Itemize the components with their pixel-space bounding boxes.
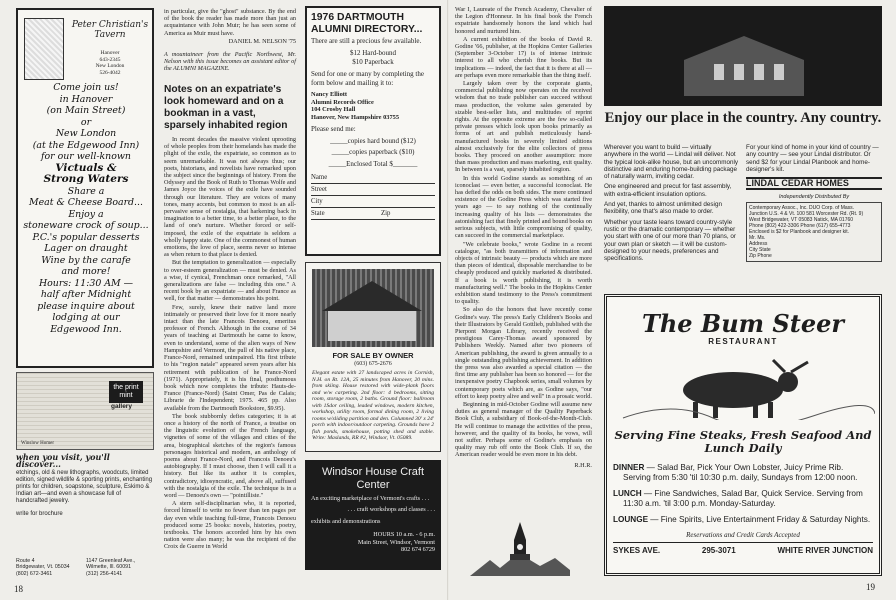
print-mint-gallery-label: gallery <box>111 403 132 410</box>
windsor-line-2: . . . craft workshops and classes . . . <box>347 506 435 514</box>
lindal-headline: Enjoy our place in the country. Any country. <box>604 110 882 126</box>
article-column-review-end: in particular, give the "ghost" substance. By the end of the book the reader has made more than just an acquaintance with John Muir; he has seen some of America as Muir must have. DANIEL M. NELSON '75 A mountaineer from the Pacific Northwest, Mr. Nelson with this issue becomes an assistant editor of the ALUMNI MAGAZINE. <box>164 8 296 73</box>
lounge-info: LOUNGE — Fine Spirits, Live Entertainment Friday & Saturday Nights. <box>613 515 871 524</box>
estate-photo <box>312 269 434 347</box>
street-field[interactable]: Street <box>311 186 435 196</box>
directory-title: 1976 DARTMOUTH ALUMNI DIRECTORY... <box>311 12 423 35</box>
lindal-order <box>746 144 882 262</box>
bum-steer-subtitle: RESTAURANT <box>708 337 778 346</box>
mailing-address: Nancy Elliott Alumni Records Office 104 Crosby Hall Hanover, New Hampshire 03755 <box>311 91 400 121</box>
page-number-right: 19 <box>866 582 875 592</box>
order-paperback-field[interactable]: _____copies paperback ($10) <box>331 148 415 157</box>
steeple-illustration <box>470 520 570 576</box>
lindal-logo: LINDAL CEDAR HOMES <box>746 177 882 190</box>
bum-steer-title: The Bum Steer <box>641 309 845 338</box>
order-hardbound-field[interactable]: _____copies hard bound ($12) <box>330 136 416 145</box>
for-sale-description: Elegant estate with 27 landscaped acres in Cornish, N.H. on Rt. 12A, 25 minutes from Hanover, 20 mins. from skiing. House restored with wide-plank floors and w/w carpeting. 2nd floor: 4 bedrooms, sitting room, storage room, 2 baths. Ground floor: ballroom with 1Sdor ceiling, leaded windows, modern kitchen, workshop, utility room, formal dining room, 2 living rooms w/sliding partition and den. Columned 30' x 24' porch with indoor/outdoor carpeting. Grounds have 2 fish ponds, smokehouse, potting shed and stable. Write: Maslands, RR #2, Windsor, Vt. 05089. <box>312 370 434 441</box>
price-hardbound: $12 Hard-bound <box>349 49 397 58</box>
name-field[interactable]: Name <box>311 174 435 184</box>
article-column-2: In recent decades the massive violent uprooting of whole peoples from their homelands has made the plight of the exile, the expatriate, so common as to seem unremarkable. It was not always thus; our poets, historians, and novelists have remarked upon the subject since the beginnings of history. From the Odyssey and the Book of Ruth to Thomas Wolfe and James Joyce the voices of the exile have sounded through our literature. They are voices of many tones, many accents, but common to most is an all-pervasive sense of nostalgia, that harkening back in imagination to a better time, to a better place, to the land of one's nurture. Whether forced or self-imposed, the exile of the expatriate is seldom a wholly happy state. One of the commonest of human emotions, the love of place, seems never so intense as when return to that place is denied. But the temptation to generalization — especially to over-esteem generalization — must be denied. As a wise, if cynical, Frenchman once remarked, "All generalizations are false — including this one." A recent book by an expatriate — and about France as well, for that matter — demonstrates his point. Few, surely, knew their native land more intimately or preserved their love for it more nearly intact than the late Francois Denoeu, emeritus professor of French. Although in the course of 34 years of teaching at Dartmouth he came to know, even to understand, some of the alien ways of New Hampshire and Vermont, the pull of his native place, France-Nord, remained unimpaired. His first tribute to his "region natale" appeared seven years after his retirement with publication of he France-Nord (1971). Appropriately, it is his final, posthumous book which now completes the tribute: Hauts-de-France (France-Nord) (Saint Omer, Pas de Calais; Librarie de l'Independent; 1975. 465 pp. Also available from the Dartmouth Bookstore, $9.95). The book stubbornly defies categories; it is at once a history of the north of France, a treatise on the linguistic evolution of the French language, vignettes of some of the villages and cities of the area, biographical sketches of the region's famous personages historical and modern, an anthology of poems about France-Nord, and Francois Denoeu's autobiography. If I must choose, then I will call it a history. But like its author it is complex, contradictory, idiosyncratic, and, above all, suffused with the nostalgia of the exile. The technique is in a word — Denoeu's own — "pointilliste." A stern self-disciplinarian who, it is reported, forced himself to write no fewer than ten pages per day even while teaching full-time, Francois Denoeu produced some 25 books: novels, histories, poetry, textbooks. The honors accorded him by his own nation were also many; he was the recipient of the Croix de Guerre in World <box>164 136 296 551</box>
for-sale-title: FOR SALE BY OWNER <box>332 351 414 360</box>
article-signer: R.H.R. <box>574 461 592 469</box>
directory-instructions: Send for one or many by completing the form below and mailing it to: <box>311 70 424 87</box>
lindal-copy: Wherever you want to build — virtually anywhere in the world — Lindal will deliver. Not the typical look-alike house, but an uncommonly distinctive and enduring home-building package of naturally warm, inviting cedar. One engineered and precut for fast assembly, with extra-efficient insulation options. And yet, thanks to almost unlimited design flexibility, one that's also made to order. Whether your taste leans toward country-style rustic or the dramatic contemporary — whether you start with one of our more than 70 plans, or your own plan or sketch — it will be custom-designed to your needs, preferences and specifications. <box>604 144 739 263</box>
state-zip-field[interactable]: State Zip <box>311 210 435 220</box>
tavern-name: Peter Christian's Tavern <box>71 20 149 40</box>
tavern-ad-copy: Come join us! in Hanover (on Main Street) or New London (at the Edgewood Inn) for our well-known Victuals & Strong Waters Share a Meat & Cheese Board... Enjoy a stoneware crock of soup... P.C.'s popular desserts Lager on draught Wine by the carafe and more! Hours: 11:30 AM — half after Midnight please inquire about lodging at our Edgewood Inn. <box>23 82 149 335</box>
order-total-field[interactable]: _____Enclosed Total $_______ <box>328 159 418 168</box>
reservations-note: Reservations and Credit Cards Accepted <box>686 531 800 539</box>
bum-steer-ad <box>604 294 882 576</box>
order-prompt: Please send me: <box>311 125 356 134</box>
windsor-phone: 802 674 6729 <box>400 546 435 554</box>
bum-steer-tagline: Serving Fine Steaks, Fresh Seafood And Lunch Daily <box>614 428 872 455</box>
print-mint-logo: the print mint <box>109 381 143 403</box>
review-signer: DANIEL M. NELSON '75 <box>228 37 296 45</box>
city-field[interactable]: City <box>311 198 435 208</box>
lindal-offer: For your kind of home in your kind of country — any country — see your Lindal distributor. Or send $2 for your Lindal Planbook and home-designer's kit. <box>746 144 879 173</box>
print-mint-address-vermont: Route 4 Bridgewater, Vt. 05034 (802) 672-3461 <box>16 558 70 577</box>
peter-christians-ad <box>16 8 154 368</box>
print-mint-headline: when you visit, you'll discover... <box>16 452 110 469</box>
page-gutter <box>447 0 449 600</box>
alumni-directory-coupon <box>305 6 441 256</box>
tavern-logo-illustration <box>24 18 64 80</box>
article-title: Notes on an expatriate's look homeward and on a bookman in a vast, sparsely inhabited region <box>164 84 288 131</box>
price-paperback: $10 Paperback <box>352 57 394 66</box>
article-column-4: War I, Laureate of the French Academy, Chevalier of the Legion d'Honneur. In his final book the French expatriate handsomely honors the land which had honored and nurtured him. A current exhibition of the books of David R. Godine '66, publisher, at the Hopkins Center Galleries (September 3-October 17) is of intense intrinsic interest to all who cherish fine books. But its implications — indeed, the fact that it is there at all — are perhaps even more remarkable than the thing itself. Largely taken over by the corporate giants, commercial publishing now operates on the received wisdom that no trade publisher can succeed without mass production, the volume sales generated by sizable best-seller lists, and multitudes of reprint rights. At the opposite extreme are the few so-called private presses which look upon books primarily as forms of art and publish meticulously hand-manufactured books in severely limited editions almost exclusively for the elite collectors of press books. They proceed on another assumption: more than mass production and mass marketing, exit quality. In between is a vast, sparsely inhabited region. In this world Godine stands as something of an iconoclast — even better, a successful iconoclast. He has defied the odds on both sides. The mere continued existence of the Godine Press which was started five years ago — to say nothing of the continually increasing quality of his lists — demonstrates the astonishing fact that finely printed and bound books on serious subjects, with little compromising of quality, can succeed in the commercial marketplace. "We celebrate books," wrote Godine in a recent catalogue, "as both transmitters of information and objects of intrinsic beauty — products which are more than pieces of identical, disposable merchandise to be cheaply produced and quickly marketed & distributed. If a book is worth publishing, it is worth manufacturing well." The books in the Hopkins Center exhibition stand testimony to the Press's commitment to quality. So also do the honors that have recently come Godine's way. The press's Early Children's Books and their Illustrators by Gerald Gottlieb, published with the Pierpont Morgan Library, recently received the prestigious Carey-Thomas award sponsored by Publishers Weekly. Named after two pioneers of American publishing, the award is given annually to a single outstanding publishing achievement. In addition the press was also awarded a special citation — the first time any publisher has been so honored — for the inexpensive poetry Chapbook series, small volumes by contemporary poets which are, as Godine says, "our effort to keep poetry alive and well" in a prosaic world. Beginning in mid-October Godine will assume new duties as general manager of the Quality Paperback Book Club, a subsidiary of Book-of-the-Month-Club. He will continue to manage the activities of the press, however, and the quality of its books, he vows, will not suffer. Perhaps some of Godine's emphasis on quality may rub off onto the Book Club. If so, the American reader would be even more in his debt. R.H.R. <box>455 6 592 469</box>
print-mint-address-illinois: 1147 Greenleaf Ave., Wilmette, Ill. 60091 (312) 256-4141 <box>86 558 136 577</box>
author-bio: A mountaineer from the Pacific Northwest, Mr. Nelson with this issue becomes an assistant editor of the ALUMNI MAGAZINE. <box>164 51 296 73</box>
windsor-line-3: exhibits and demonstrations <box>311 517 381 525</box>
page-number-left: 18 <box>14 584 23 594</box>
bum-steer-street: SYKES AVE. <box>613 546 661 555</box>
windsor-hours: HOURS 10 a.m. - 6 p.m. <box>373 531 435 539</box>
illustration-caption: Winslow Homer <box>21 441 54 446</box>
lindal-coupon-form[interactable]: Contemporary Assoc., Inc. DUO Corp. of Mass. Junction U.S. 4 & Vt. 100 581 Worcester Rd. (Rt. 9) West Bridgewater, VT 05083 Natick, MA 01760 Phone (802) 422-3306 Phone (617) 655-4773 Enclosed is $2 for Planbook and designer kit. Mr. Ms. Address City State Zip Phone <box>746 202 882 262</box>
bum-steer-phone: 295-3071 <box>701 546 736 555</box>
for-sale-ad <box>305 262 441 452</box>
print-mint-brochure: write for brochure <box>16 511 63 517</box>
directory-subtitle: There are still a precious few available. <box>311 37 422 45</box>
tavern-address: Hanover 643-2345 New London 526-4042 <box>95 50 125 76</box>
windsor-house-ad <box>305 460 441 570</box>
bum-steer-footer <box>613 542 873 555</box>
lindal-distributor-label: Independently Distributed By <box>778 194 850 201</box>
print-mint-copy <box>16 454 154 518</box>
windsor-title: Windsor House Craft Center <box>321 466 425 491</box>
windsor-line-1: An exciting marketplace of Vermont's crafts . . . <box>311 495 430 502</box>
bum-steer-town: WHITE RIVER JUNCTION <box>777 546 873 555</box>
steer-illustration <box>613 350 875 420</box>
print-mint-description: etchings, old & new lithographs, woodcuts, limited edition, signed wildlife & sporting prints, enchanting prints for children, soapstone, sculpture, Eskimo & Indian art—and even a showcase full of handcrafted jewelry. <box>16 470 153 504</box>
lunch-info: LUNCH — Fine Sandwiches, Salad Bar, Quick Service. Serving from 11:30 a.m. 'til 3:00 p.m. Monday-Saturday. <box>613 489 863 508</box>
for-sale-phone: (603) 675-2676 <box>354 361 392 367</box>
print-mint-illustration <box>16 372 154 450</box>
lindal-house-photo <box>604 6 882 106</box>
dinner-info: DINNER — Salad Bar, Pick Your Own Lobster, Juicy Prime Rib. Serving from 5:30 'til 10:30 p.m. daily, Sundays from 12:00 noon. <box>613 463 858 482</box>
windsor-address: Main Street, Windsor, Vermont <box>357 538 435 546</box>
